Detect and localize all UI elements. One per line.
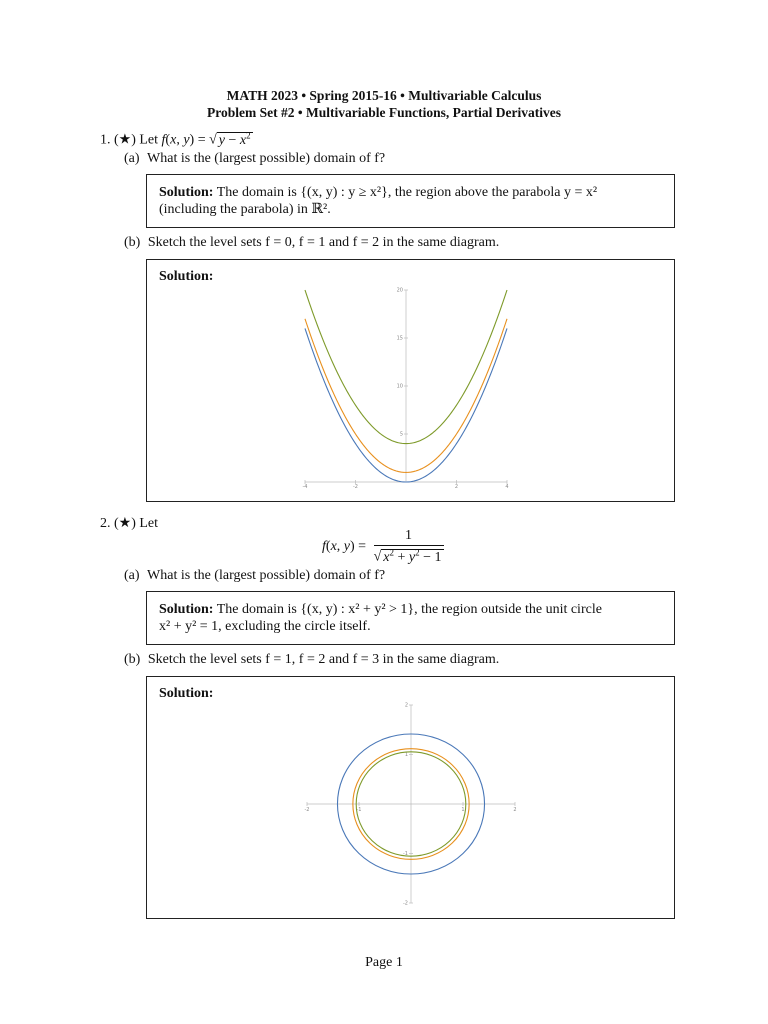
y-tick-label: 10 [396,383,403,390]
problem-1-part-a [124,151,385,167]
solution-label: Solution: [159,602,214,617]
solution-line-1: The domain is {(x, y) : x² + y² > 1}, the region outside the unit circle [216,602,602,617]
problem-1-number: 1. [100,132,111,148]
solution-box-1a [146,174,675,228]
y-tick-label: -1 [403,851,408,857]
x-tick-label: -2 [353,484,358,490]
x-tick-label: 1 [461,807,465,813]
part-question: What is the (largest possible) domain of f? [147,568,386,583]
solution-label: Solution: [159,686,214,701]
problem-2-number: 2. [100,516,111,531]
problem-2-heading [100,515,158,532]
problem-2-star: (★) [114,516,136,531]
part-question: What is the (largest possible) domain of f? [147,151,386,166]
part-label: (b) [124,235,141,250]
y-tick-label: 15 [396,335,403,342]
x-tick-label: -2 [304,807,310,813]
problem-1-part-b [124,235,499,251]
solution-1a-text [159,184,669,218]
page-number: Page 1 [365,955,403,970]
solution-2a-text [159,601,669,635]
solution-label: Solution: [159,185,214,200]
x-tick-label: -4 [302,484,308,490]
y-tick-label: 1 [404,752,408,758]
solution-box-2b [146,676,675,919]
problem-2-part-a [124,568,385,584]
part-question: Sketch the level sets f = 0, f = 1 and f = 2 in the same diagram. [147,235,500,250]
y-tick-label: 5 [399,431,403,438]
problem-2-intro: Let [139,516,159,531]
header-line-1: MATH 2023 • Spring 2015-16 • Multivariable Calculus [226,88,542,103]
x-tick-label: 2 [454,484,459,490]
part-label: (a) [124,568,140,583]
solution-label: Solution: [159,269,214,284]
y-tick-label: -2 [403,900,408,907]
solution-line-2: (including the parabola) in ℝ². [159,202,331,217]
header-line-2: Problem Set #2 • Multivariable Functions, Partial Derivatives [207,105,561,120]
circle-level-sets-chart [297,697,537,917]
part-label: (b) [124,652,141,667]
problem-2-part-b [124,652,499,668]
x-tick-label: 2 [513,807,517,813]
part-question: Sketch the level sets f = 1, f = 2 and f = 3 in the same diagram. [147,652,500,667]
problem-1-intro: Let [139,132,159,148]
parabola-level-sets-chart [297,280,537,500]
solution-box-1b [146,259,675,502]
solution-line-1: The domain is {(x, y) : y ≥ x²}, the region above the parabola y = x² [216,185,598,200]
problem-1-heading [100,130,253,149]
problem-2-formula: f(x, y) = $\frac{1}{√ x^2 + y^2 - 1}$ [322,528,442,565]
x-tick-label: -1 [356,807,362,813]
y-tick-label: 2 [404,702,408,709]
solution-line-2: x² + y² = 1, excluding the circle itself. [159,619,371,634]
part-label: (a) [124,151,140,166]
x-tick-label: 4 [505,484,509,490]
problem-1-formula: f(x, y) = √ $y - x^2$ [161,130,251,148]
solution-box-2a [146,591,675,645]
y-tick-label: 20 [396,287,403,294]
problem-1-star: (★) [114,132,136,148]
